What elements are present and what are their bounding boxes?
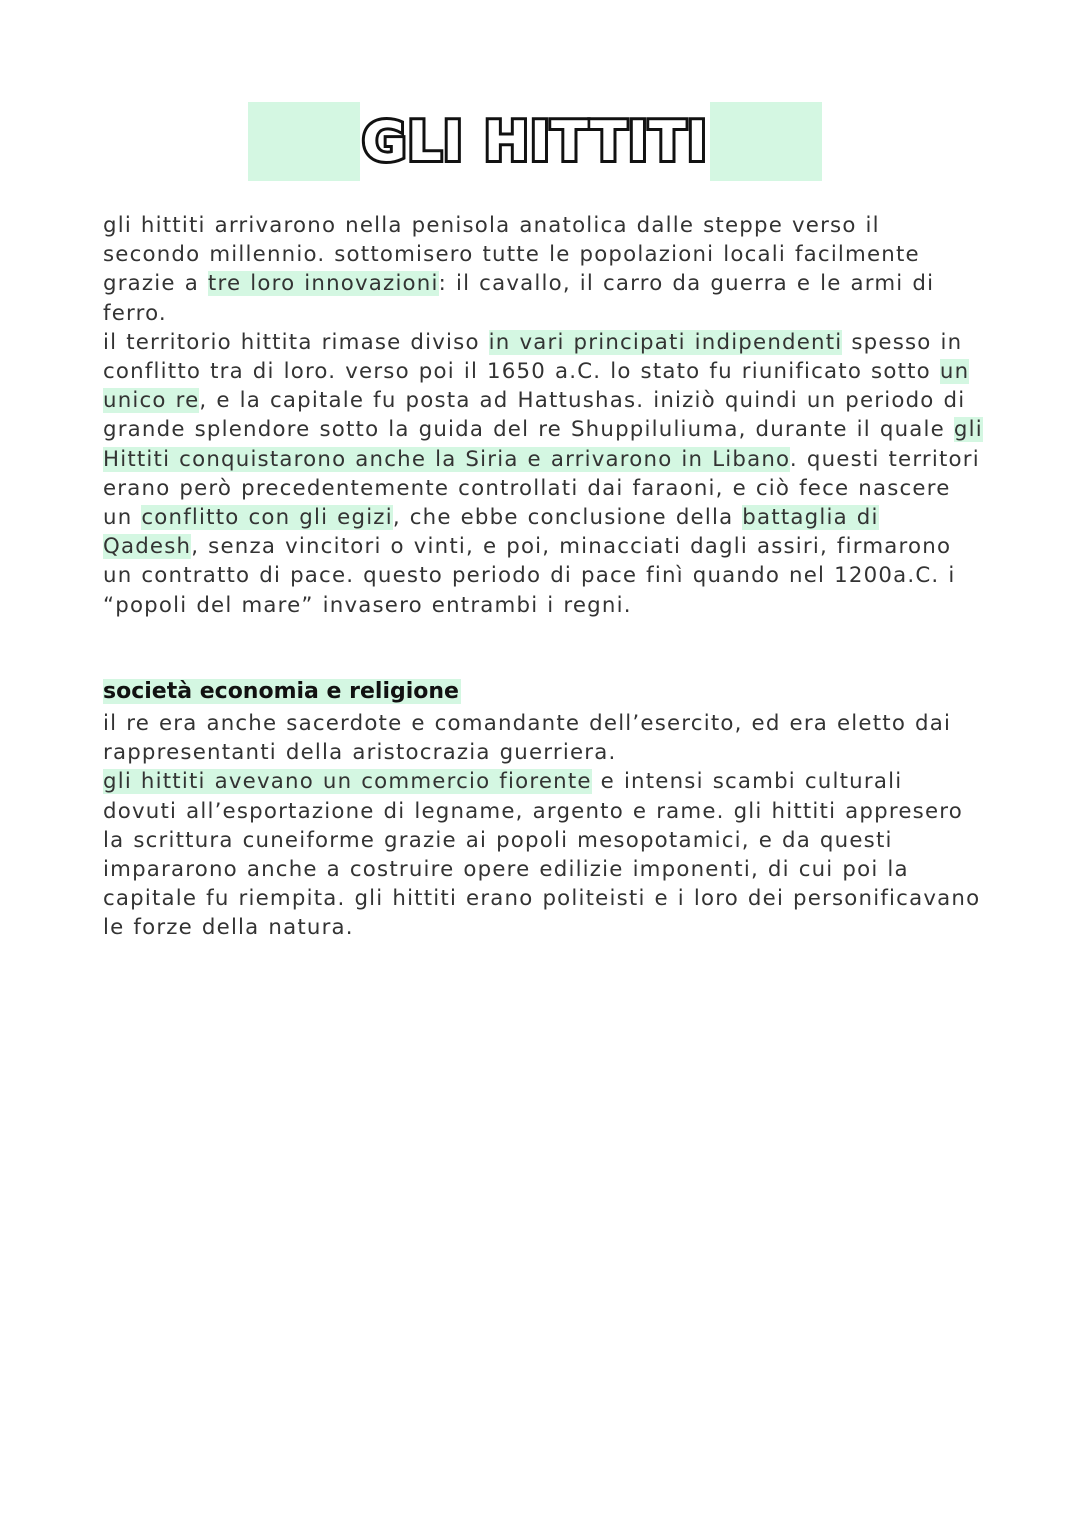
highlight-principalities: in vari principati indipendenti xyxy=(488,329,843,355)
history-text: , senza vincitori o vinti, e poi, minacciati dagli assiri, firmarono un contratto di pace. questo periodo di pace finì quando nel 1200a.C. i “popoli del mare” invasero entrambi i regni. xyxy=(103,534,956,618)
society-text: e intensi scambi culturali dovuti all’esportazione di legname, argento e rame. gli hittiti appresero la scrittura cuneiforme grazie ai popoli mesopotamici, e da questi impararono anche a costruire opere edilizie imponenti, di cui poi la capitale fu riempita. gli hittiti erano politeisti e i loro dei personificavano le forze della natura. xyxy=(103,769,981,941)
highlight-qadesh: battaglia di Qadesh xyxy=(103,505,879,560)
section-heading: società economia e religione xyxy=(103,679,459,704)
page-title-container xyxy=(248,102,822,181)
intro-paragraph xyxy=(103,211,983,620)
society-paragraph xyxy=(103,709,983,943)
history-text: spesso in conflitto tra di loro. verso poi il 1650 a.C. lo stato fu riunificato sotto xyxy=(103,329,963,385)
highlight-innovations: tre loro innovazioni xyxy=(207,271,439,297)
history-text: , e la capitale fu posta ad Hattushas. iniziò quindi un periodo di grande splendore sotto la guida del re Shuppiluliuma, durante il quale xyxy=(103,388,966,443)
page-title: GLI HITTITI xyxy=(360,102,710,181)
intro-text: : il cavallo, il carro da guerra e le armi di ferro. xyxy=(103,271,935,326)
highlight-single-king: un unico re xyxy=(103,359,970,414)
history-text: il territorio hittita rimase diviso xyxy=(103,329,489,355)
intro-text: gli hittiti arrivarono nella penisola anatolica dalle steppe verso il secondo millennio. sottomisero tutte le popolazioni locali facilmente grazie a xyxy=(103,213,920,297)
highlight-conquests: gli Hittiti conquistarono anche la Siria e arrivarono in Libano xyxy=(103,417,983,472)
highlight-commerce: gli hittiti avevano un commercio fiorente xyxy=(103,769,592,795)
society-text: il re era anche sacerdote e comandante dell’esercito, ed era eletto dai rappresentanti della aristocrazia guerriera. xyxy=(103,711,952,766)
history-text: . questi territori erano però precedentemente controllati dai faraoni, e ciò fece nascere un xyxy=(103,446,980,531)
highlight-conflict-egypt: conflitto con gli egizi xyxy=(141,505,393,531)
history-text: , che ebbe conclusione della xyxy=(392,505,743,531)
